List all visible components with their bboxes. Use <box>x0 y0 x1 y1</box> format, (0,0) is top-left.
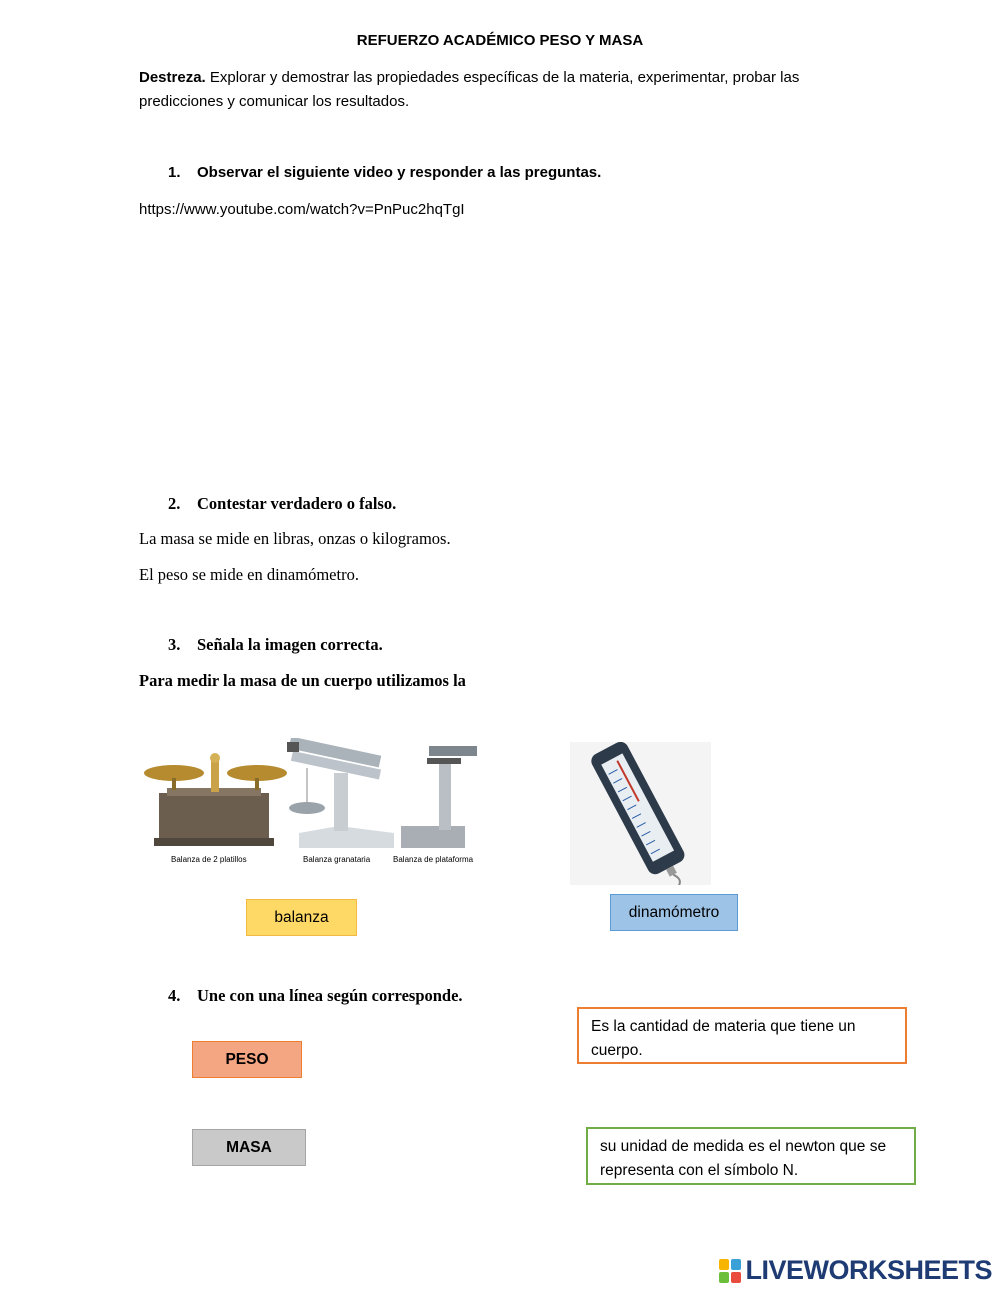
logo-text: LIVEWORKSHEETS <box>745 1255 992 1285</box>
caption-platform: Balanza de plataforma <box>393 855 474 864</box>
triple-beam-balance-icon <box>287 738 394 848</box>
term-masa[interactable]: MASA <box>192 1129 306 1166</box>
question-4-text: Une con una línea según corresponde. <box>197 986 463 1005</box>
question-1 <box>168 164 601 181</box>
logo-icon <box>719 1259 741 1283</box>
caption-two-pan: Balanza de 2 platillos <box>171 855 247 864</box>
caption-granataria: Balanza granataria <box>303 855 371 864</box>
skill-label: Destreza. <box>139 69 206 86</box>
question-4 <box>168 986 463 1006</box>
question-3-text: Señala la imagen correcta. <box>197 635 383 654</box>
two-pan-balance-icon <box>144 753 287 846</box>
question-2-number: 2. <box>168 494 181 513</box>
question-1-number: 1. <box>168 164 181 181</box>
liveworksheets-logo <box>719 1255 992 1286</box>
skill-paragraph <box>139 66 879 114</box>
term-peso[interactable]: PESO <box>192 1041 302 1078</box>
statement-1: La masa se mide en libras, onzas o kilogramos. <box>139 529 451 548</box>
definition-1[interactable]: Es la cantidad de materia que tiene un cuerpo. <box>577 1007 907 1064</box>
balances-image[interactable] <box>139 738 484 868</box>
question-3-prompt: Para medir la masa de un cuerpo utilizamos la <box>139 671 466 690</box>
option-balanza[interactable]: balanza <box>246 899 357 936</box>
definition-2[interactable]: su unidad de medida es el newton que se representa con el símbolo N. <box>586 1127 916 1185</box>
statement-2: El peso se mide en dinamómetro. <box>139 565 359 584</box>
question-2-text: Contestar verdadero o falso. <box>197 494 397 513</box>
question-3-number: 3. <box>168 635 181 654</box>
platform-scale-icon <box>401 746 477 848</box>
skill-text: Explorar y demostrar las propiedades específicas de la materia, experimentar, probar las predicciones y comunicar los resultados. <box>139 69 800 110</box>
page-title: REFUERZO ACADÉMICO PESO Y MASA <box>356 32 644 49</box>
question-1-text: Observar el siguiente video y responder a las preguntas. <box>197 164 602 181</box>
dynamometer-icon <box>570 742 711 885</box>
dynamometer-image[interactable] <box>570 742 711 885</box>
question-3 <box>168 635 383 655</box>
question-4-number: 4. <box>168 986 181 1005</box>
option-dinamometro[interactable]: dinamómetro <box>610 894 738 931</box>
question-2 <box>168 494 396 514</box>
video-link[interactable]: https://www.youtube.com/watch?v=PnPuc2hqTgI <box>139 201 465 218</box>
balances-illustration <box>139 738 484 868</box>
